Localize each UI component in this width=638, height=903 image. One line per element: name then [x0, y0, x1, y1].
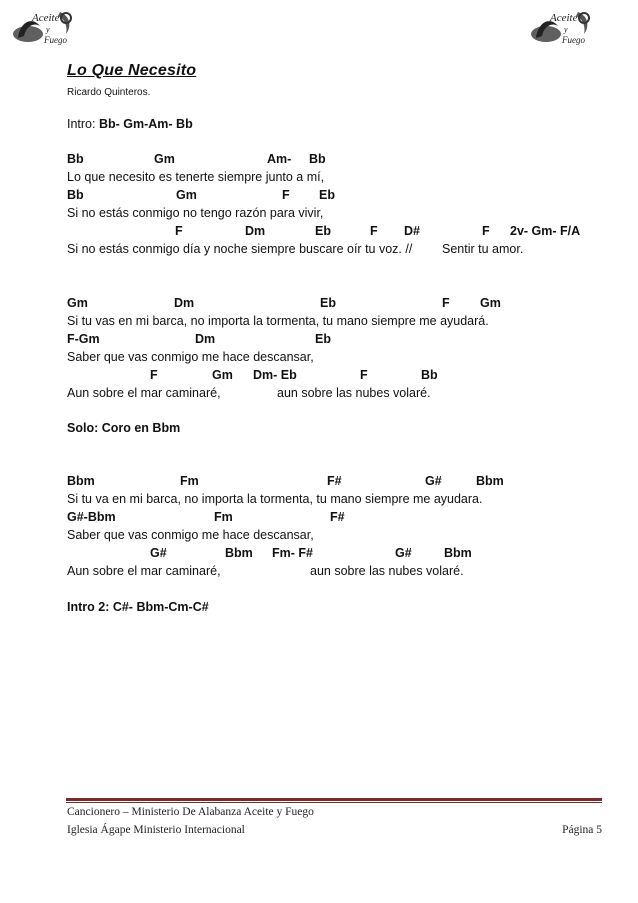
chord: F# — [330, 510, 345, 524]
chord: F# — [327, 474, 342, 488]
chord-line — [0, 368, 638, 384]
chord: Eb — [315, 332, 331, 346]
chord: Bb — [421, 368, 438, 382]
chord: F — [360, 368, 368, 382]
chord: Gm — [212, 368, 233, 382]
lyric-text: Si tu vas en mi barca, no importa la tormenta, tu mano siempre me ayudará. — [67, 314, 489, 328]
section-text: Solo: Coro en Bbm — [67, 421, 181, 435]
chord: Eb — [319, 188, 335, 202]
intro2-heading — [0, 600, 638, 616]
lyric-line — [0, 564, 638, 580]
ministry-logo-left — [10, 8, 76, 48]
chord: Bb — [67, 188, 84, 202]
chord: Bbm — [444, 546, 472, 560]
chord: F-Gm — [67, 332, 100, 346]
intro-line — [67, 117, 193, 131]
chord: Fm- F# — [272, 546, 313, 560]
chord-line — [0, 296, 638, 312]
chord: Fm — [214, 510, 233, 524]
lyric-text: Sentir tu amor. — [442, 242, 524, 256]
lyric-text: Aun sobre el mar caminaré, — [67, 564, 221, 578]
lyric-text: Si no estás conmigo no tengo razón para vivir, — [67, 206, 324, 220]
lyric-line — [0, 170, 638, 186]
lyric-text: Lo que necesito es tenerte siempre junto a mí, — [67, 170, 325, 184]
chord-line — [0, 188, 638, 204]
chord: Dm — [195, 332, 216, 346]
chord: Dm- Eb — [253, 368, 297, 382]
chord: Bbm — [67, 474, 95, 488]
logo-text-bottom: Fuego — [562, 35, 585, 45]
chord: G# — [425, 474, 442, 488]
chord: F — [150, 368, 158, 382]
chord-line — [0, 474, 638, 490]
chord: F — [370, 224, 378, 238]
lyric-text: aun sobre las nubes volaré. — [277, 386, 431, 400]
chord-line — [0, 546, 638, 562]
chord: Fm — [180, 474, 199, 488]
chord: Gm — [480, 296, 501, 310]
chord: Dm — [174, 296, 195, 310]
lyric-text: Aun sobre el mar caminaré, — [67, 386, 221, 400]
chord: Bbm — [476, 474, 504, 488]
chord-line — [0, 510, 638, 526]
lyric-text: Si no estás conmigo día y noche siempre buscare oír tu voz. // — [67, 242, 413, 256]
chord: Am- — [267, 152, 292, 166]
chord: Dm — [245, 224, 266, 238]
lyric-text: Saber que vas conmigo me hace descansar, — [67, 350, 314, 364]
page-number: Página 5 — [562, 824, 602, 836]
chord-line — [0, 224, 638, 240]
chord: D# — [404, 224, 420, 238]
chord-line — [0, 152, 638, 168]
chord: F — [482, 224, 490, 238]
chord: F — [282, 188, 290, 202]
ministry-logo-right — [528, 8, 594, 48]
lyric-line — [0, 242, 638, 258]
section-text: Intro 2: C#- Bbm-Cm-C# — [67, 600, 209, 614]
chord: G# — [150, 546, 167, 560]
lyric-line — [0, 206, 638, 222]
lyric-line — [0, 528, 638, 544]
chord: Gm — [67, 296, 88, 310]
chord: Gm — [176, 188, 197, 202]
logo-text-top: Aceite — [32, 12, 60, 24]
lyric-line — [0, 386, 638, 402]
chord: Bb — [67, 152, 84, 166]
lyric-text: aun sobre las nubes volaré. — [310, 564, 464, 578]
solo-heading — [0, 421, 638, 437]
footer-divider — [66, 798, 602, 801]
chord: Eb — [320, 296, 336, 310]
chord: G#-Bbm — [67, 510, 116, 524]
chord: F — [442, 296, 450, 310]
chord: Bbm — [225, 546, 253, 560]
chord: F — [175, 224, 183, 238]
logo-text-mid: y — [46, 25, 50, 34]
chord: Bb — [309, 152, 326, 166]
footer-line-1: Cancionero – Ministerio De Alabanza Aceite y Fuego — [67, 806, 314, 818]
chord: G# — [395, 546, 412, 560]
logo-text-top: Aceite — [550, 12, 578, 24]
lyric-line — [0, 314, 638, 330]
chord: Eb — [315, 224, 331, 238]
lyric-line — [0, 350, 638, 366]
footer-divider-thin — [66, 802, 602, 803]
chord: Gm — [154, 152, 175, 166]
chord-line — [0, 332, 638, 348]
lyric-text: Si tu va en mi barca, no importa la tormenta, tu mano siempre me ayudara. — [67, 492, 483, 506]
lyric-text: Saber que vas conmigo me hace descansar, — [67, 528, 314, 542]
chord: 2v- Gm- F/A — [510, 224, 581, 238]
intro-label: Intro: — [67, 117, 96, 131]
song-title: Lo Que Necesito — [67, 62, 197, 79]
intro-chords: Bb- Gm-Am- Bb — [98, 117, 193, 131]
song-author: Ricardo Quinteros. — [67, 87, 151, 98]
footer-line-2: Iglesia Ágape Ministerio Internacional — [67, 824, 245, 836]
logo-text-bottom: Fuego — [44, 35, 67, 45]
lyric-line — [0, 492, 638, 508]
logo-text-mid: y — [564, 25, 568, 34]
